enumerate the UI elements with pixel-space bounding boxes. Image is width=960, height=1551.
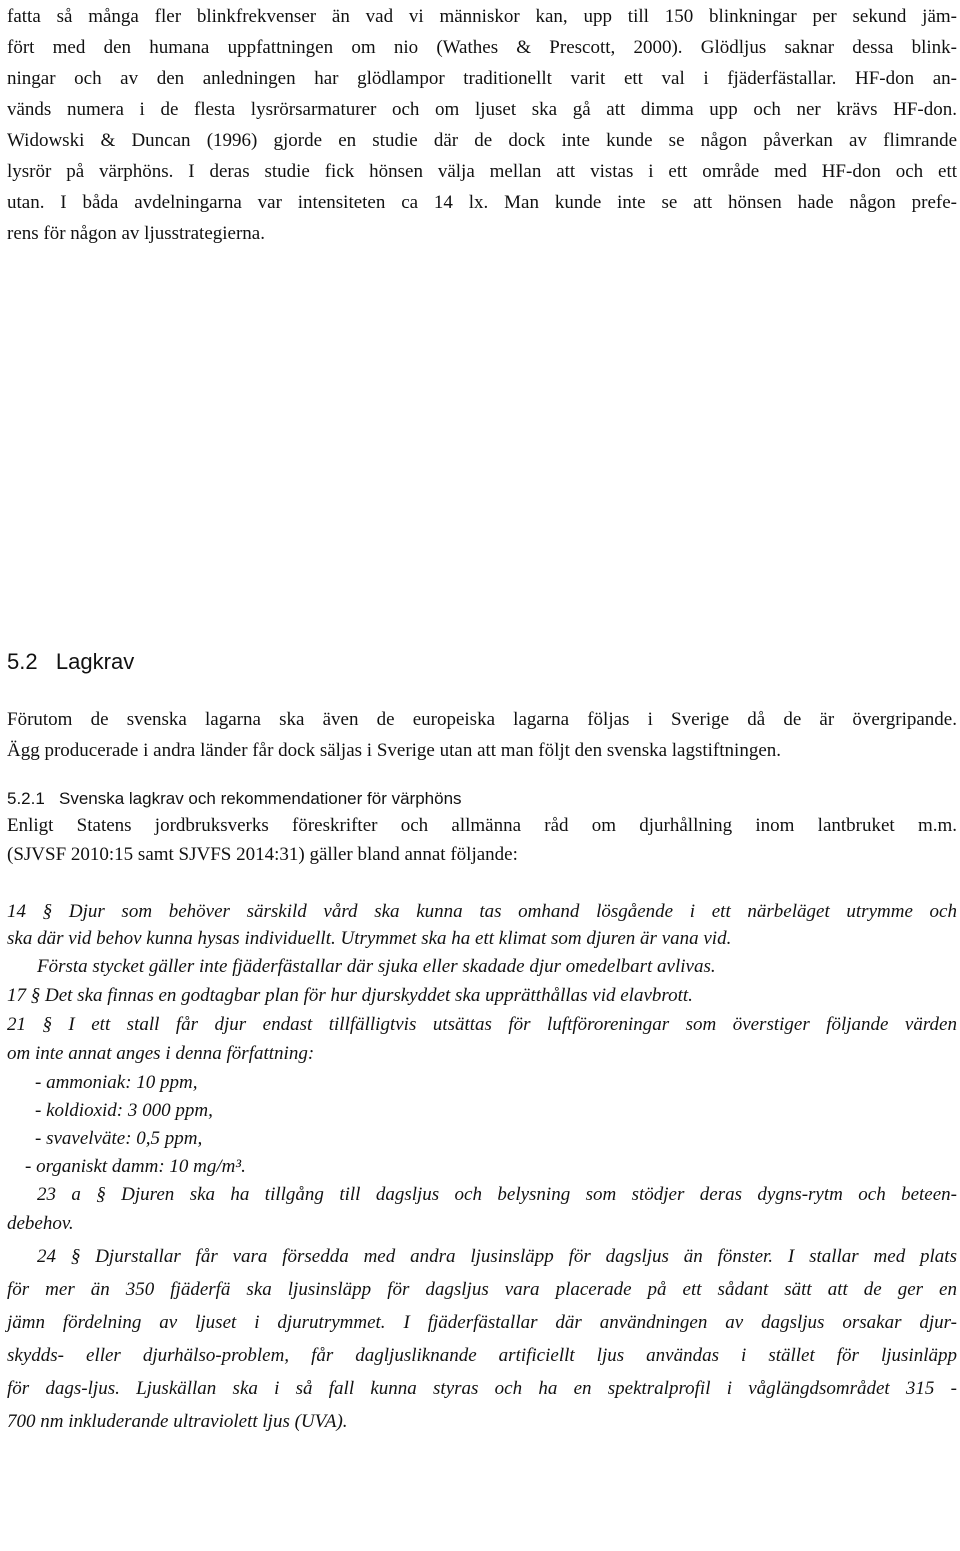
regulation-24-line: jämn fördelning av ljuset i djurutrymmet. I fjäderfästallar där användningen av dagsljus orsakar djur- — [7, 1312, 957, 1333]
regulation-24-line: 700 nm inkluderande ultraviolett ljus (UVA). — [7, 1411, 348, 1432]
limit-value-item: - organiskt damm: 10 mg/m³. — [25, 1156, 246, 1177]
regulation-21-line: 21 § I ett stall får djur endast tillfälligtvis utsättas för luftföroreningar som överstiger följande värden — [7, 1014, 957, 1035]
regulation-23a-line: debehov. — [7, 1213, 74, 1234]
regulation-14-line: ska där vid behov kunna hysas individuellt. Utrymmet ska ha ett klimat som djuren är vana vid. — [7, 928, 732, 949]
body-text-line: ningar och av den anledningen har glödlampor traditionellt varit ett val i fjäderfästallar. HF-don an- — [7, 68, 957, 89]
body-text-line: rens för någon av ljusstrategierna. — [7, 223, 265, 244]
body-text-line: utan. I båda avdelningarna var intensiteten ca 14 lx. Man kunde inte se att hönsen hade någon prefe- — [7, 192, 957, 213]
body-text-line: vänds numera i de flesta lysrörsarmaturer och om ljuset ska gå att dimma upp och ner krävs HF-don. — [7, 99, 957, 120]
body-text-line: fatta så många fler blinkfrekvenser än vad vi människor kan, upp till 150 blinkningar per sekund jäm- — [7, 6, 957, 27]
regulation-24-line: 24 § Djurstallar får vara försedda med andra ljusinsläpp för dagsljus än fönster. I stallar med plats — [37, 1246, 957, 1267]
regulation-21-line: om inte annat anges i denna författning: — [7, 1043, 315, 1064]
regulation-14-line: Första stycket gäller inte fjäderfästallar där sjuka eller skadade djur omedelbart avlivas. — [37, 956, 716, 977]
body-text-line: fört med den humana uppfattningen om nio (Wathes & Prescott, 2000). Glödljus saknar dessa blink- — [7, 37, 957, 58]
body-text-line: (SJVSF 2010:15 samt SJVFS 2014:31) gäller bland annat följande: — [7, 844, 518, 865]
body-text-line: lysrör på värphöns. I deras studie fick hönsen välja mellan att vistas i ett område med HF-don och ett — [7, 161, 957, 182]
body-text-line: Ägg producerade i andra länder får dock säljas i Sverige utan att man följt den svenska lagstiftningen. — [7, 740, 781, 761]
body-text-line: Förutom de svenska lagarna ska även de europeiska lagarna följas i Sverige då de är övergripande. — [7, 709, 957, 730]
regulation-24-line: för dags-ljus. Ljuskällan ska i så fall kunna styras och ha en spektralprofil i våglängdsområdet 315 - — [7, 1378, 957, 1399]
limit-value-item: - ammoniak: 10 ppm, — [35, 1072, 198, 1093]
body-text-line: Widowski & Duncan (1996) gjorde en studie där de dock inte kunde se någon påverkan av flimrande — [7, 130, 957, 151]
body-text-line: Enligt Statens jordbruksverks föreskrifter och allmänna råd om djurhållning inom lantbruket m.m. — [7, 815, 957, 836]
regulation-23a-line: 23 a § Djuren ska ha tillgång till dagsljus och belysning som stödjer deras dygns-rytm och beteen- — [37, 1184, 957, 1205]
regulation-14-line: 14 § Djur som behöver särskild vård ska kunna tas omhand lösgående i ett närbeläget utrymme och — [7, 901, 957, 922]
section-heading-5-2: 5.2 Lagkrav — [7, 649, 135, 674]
regulation-24-line: för mer än 350 fjäderfä ska ljusinsläpp för dagsljus vara placerade på ett sådant sätt att de ger en — [7, 1279, 957, 1300]
regulation-17: 17 § Det ska finnas en godtagbar plan för hur djurskyddet ska upprätthållas vid elavbrott. — [7, 985, 693, 1006]
section-heading-5-2-1: 5.2.1 Svenska lagkrav och rekommendationer för värphöns — [7, 789, 462, 808]
regulation-24-line: skydds- eller djurhälso-problem, får dagljusliknande artificiellt ljus användas i stället för ljusinläpp — [7, 1345, 957, 1366]
limit-value-item: - svavelväte: 0,5 ppm, — [35, 1128, 203, 1149]
limit-value-item: - koldioxid: 3 000 ppm, — [35, 1100, 213, 1121]
